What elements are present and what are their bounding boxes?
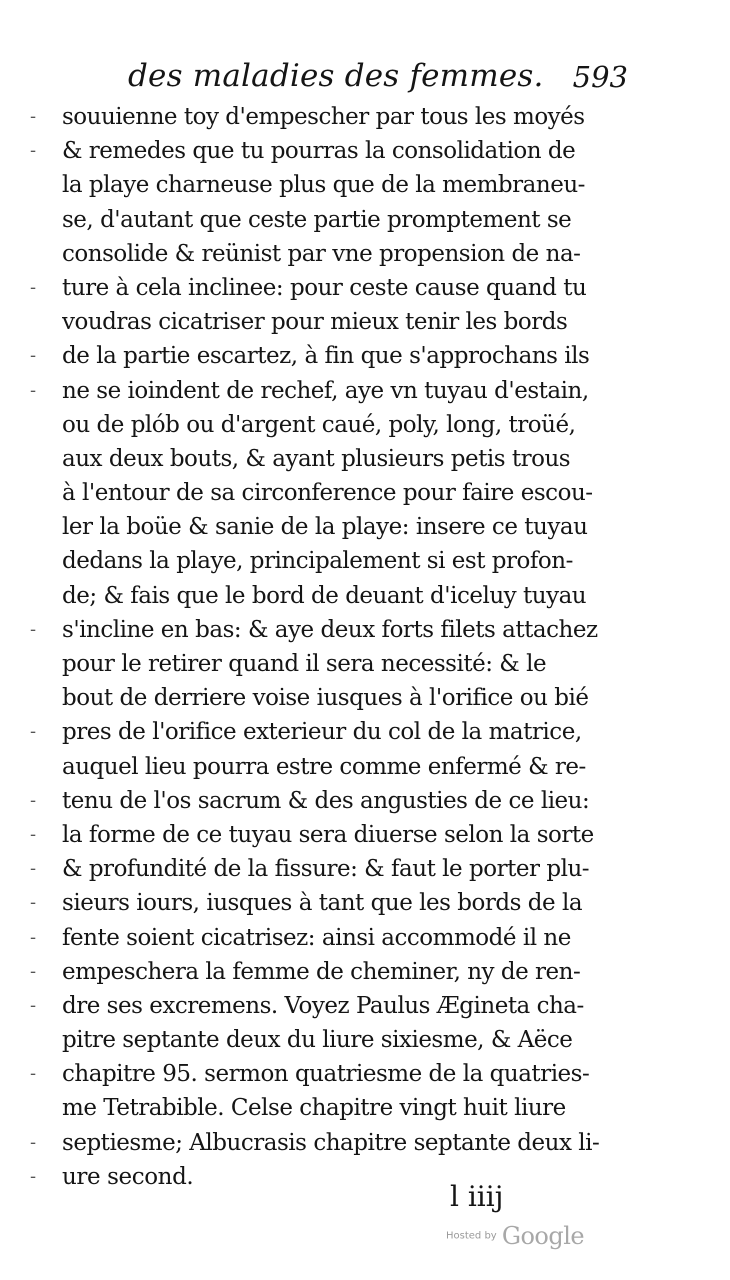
margin-mark bbox=[30, 305, 60, 339]
margin-mark bbox=[30, 476, 60, 510]
margin-mark bbox=[30, 750, 60, 784]
text-line: ture à cela inclinee: pour ceste cause quand tu bbox=[62, 274, 587, 301]
text-line: de la partie escartez, à fin que s'approchans ils bbox=[62, 343, 590, 370]
margin-mark: - bbox=[30, 721, 37, 743]
margin-mark: - bbox=[30, 1131, 37, 1153]
margin-mark bbox=[30, 168, 60, 202]
margin-mark: - bbox=[30, 1165, 37, 1187]
text-line: consolide & reünist par vne propension de na- bbox=[62, 240, 581, 267]
margin-mark bbox=[30, 237, 60, 271]
margin-mark: - bbox=[30, 276, 37, 298]
text-line: & remedes que tu pourras la consolidation de bbox=[62, 138, 576, 165]
margin-mark bbox=[30, 647, 60, 681]
google-logo: Google bbox=[501, 1222, 585, 1250]
text-line: de; & fais que le bord de deuant d'iceluy tuyau bbox=[62, 582, 587, 609]
text-line: me Tetrabible. Celse chapitre vingt huit liure bbox=[62, 1095, 566, 1122]
margin-mark bbox=[30, 203, 60, 237]
text-line: & profundité de la fissure: & faut le porter plu- bbox=[62, 856, 590, 883]
margin-mark: - bbox=[30, 106, 37, 127]
margin-mark: - bbox=[30, 618, 37, 640]
text-line: fente soient cicatrisez: ainsi accommodé il ne bbox=[62, 924, 571, 951]
margin-mark bbox=[30, 1091, 60, 1125]
margin-mark: - bbox=[30, 858, 37, 880]
margin-mark: - bbox=[30, 823, 37, 845]
text-line: sieurs iours, iusques à tant que les bords de la bbox=[62, 890, 583, 917]
margin-mark: - bbox=[30, 892, 37, 914]
text-line: aux deux bouts, & ayant plusieurs petis trous bbox=[62, 445, 571, 472]
text-line: la forme de ce tuyau sera diuerse selon la sorte bbox=[62, 821, 594, 848]
text-line: la playe charneuse plus que de la membraneu- bbox=[62, 172, 585, 199]
page-number: 593 bbox=[572, 60, 628, 94]
margin-mark bbox=[30, 544, 60, 578]
text-line: ou de plób ou d'argent caué, poly, long, troüé, bbox=[62, 411, 576, 438]
margin-mark bbox=[30, 510, 60, 544]
text-line: auquel lieu pourra estre comme enfermé & re- bbox=[62, 753, 586, 780]
margin-mark: - bbox=[30, 789, 37, 811]
margin-mark bbox=[30, 579, 60, 613]
margin-mark: - bbox=[30, 994, 37, 1016]
margin-mark bbox=[30, 1023, 60, 1057]
text-line: chapitre 95. sermon quatriesme de la quatries- bbox=[62, 1061, 590, 1088]
text-line: pitre septante deux du liure sixiesme, & Aëce bbox=[62, 1027, 573, 1054]
text-line: s'incline en bas: & aye deux forts filets attachez bbox=[62, 616, 598, 643]
text-line: ler la boüe & sanie de la playe: insere ce tuyau bbox=[62, 514, 588, 541]
running-title: des maladies des femmes. bbox=[128, 58, 544, 94]
hosted-by-label: Hosted by bbox=[446, 1230, 497, 1242]
text-line: dre ses excremens. Voyez Paulus Ægineta cha- bbox=[62, 992, 584, 1019]
hosted-by-google bbox=[446, 1222, 584, 1252]
text-line: se, d'autant que ceste partie promptement se bbox=[62, 206, 572, 233]
text-line: empeschera la femme de cheminer, ny de ren- bbox=[62, 958, 581, 985]
margin-mark: - bbox=[30, 379, 37, 401]
margin-mark bbox=[30, 408, 60, 442]
margin-mark: - bbox=[30, 345, 37, 367]
signature-mark: l iiij bbox=[450, 1180, 504, 1213]
text-line: tenu de l'os sacrum & des angusties de ce lieu: bbox=[62, 787, 590, 814]
text-line: souuienne toy d'empescher par tous les moyés bbox=[62, 104, 585, 130]
text-line: bout de derriere voise iusques à l'orifice ou bié bbox=[62, 685, 589, 712]
text-line: dedans la playe, principalement si est profon- bbox=[62, 548, 573, 575]
margin-marks bbox=[30, 100, 60, 1194]
margin-mark bbox=[30, 681, 60, 715]
margin-mark bbox=[30, 442, 60, 476]
margin-mark: - bbox=[30, 960, 37, 982]
text-line: à l'entour de sa circonference pour faire escou- bbox=[62, 480, 593, 507]
text-line: pres de l'orifice exterieur du col de la matrice, bbox=[62, 719, 582, 746]
margin-mark: - bbox=[30, 1063, 37, 1085]
body-text bbox=[62, 100, 622, 1194]
running-head bbox=[128, 58, 628, 98]
margin-mark: - bbox=[30, 926, 37, 948]
text-line: septiesme; Albucrasis chapitre septante deux li- bbox=[62, 1129, 600, 1156]
text-line: ne se ioindent de rechef, aye vn tuyau d'estain, bbox=[62, 377, 589, 404]
text-line: pour le retirer quand il sera necessité: & le bbox=[62, 651, 547, 677]
text-line: voudras cicatriser pour mieux tenir les bords bbox=[62, 309, 568, 336]
margin-mark: - bbox=[30, 140, 37, 162]
text-line: ure second. bbox=[62, 1163, 194, 1190]
